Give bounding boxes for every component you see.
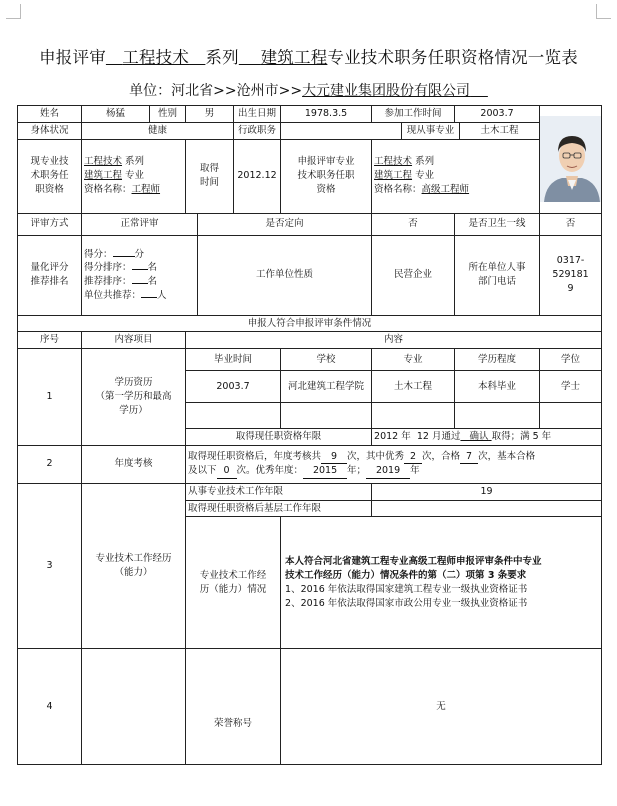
score-row	[18, 235, 602, 315]
hr-phone-value: 0317-529181 9	[540, 235, 602, 315]
honors-label: 荣誉称号	[186, 649, 281, 765]
review-method-value: 正常评审	[82, 213, 198, 235]
current-title-label: 现专业技 术职务任 职资格	[18, 139, 82, 213]
unit-city: 沧州市	[236, 83, 279, 99]
targeted-value: 否	[372, 213, 455, 235]
unit-nature-value: 民营企业	[372, 235, 455, 315]
score-details: 得分： 分 得分排序： 名 推荐排序： 名 单位共推荐： 人	[82, 235, 198, 315]
score-label: 量化评分 推荐排名	[18, 235, 82, 315]
apply-specialty: 建筑工程	[374, 170, 413, 182]
current-qual-name: 工程师	[131, 183, 161, 195]
unit-company: 大元建业集团股份有限公司	[302, 83, 471, 99]
current-major-value: 土木工程	[460, 122, 540, 139]
grassroots-label: 取得现任职资格后基层工作年限	[186, 500, 372, 517]
current-major-label: 现从事专业	[402, 122, 460, 139]
targeted-label: 是否定向	[198, 213, 372, 235]
obtain-time-label: 取得 时间	[186, 139, 234, 213]
health-value: 健康	[82, 122, 234, 139]
edu-school: 河北建筑工程学院	[281, 371, 372, 403]
edu-col-major: 专业	[372, 349, 455, 371]
assessment-row	[18, 445, 602, 483]
edu-empty-cell	[281, 403, 372, 429]
title-row	[18, 139, 602, 213]
evidence-item: 1、2016 年依法取得国家建筑工程专业一级执业资格证书	[285, 583, 528, 595]
review-row	[18, 213, 602, 235]
basic-row-1	[18, 106, 602, 123]
edu-empty-cell	[540, 403, 602, 429]
conditions-section-title: 申报人符合申报评审条件情况	[18, 315, 602, 332]
edu-col-school: 学校	[281, 349, 372, 371]
honors-value: 无	[281, 649, 602, 765]
applicant-photo-image	[540, 116, 602, 202]
review-method-label: 评审方式	[18, 213, 82, 235]
current-series: 工程技术	[84, 156, 123, 168]
experience-years-value: 19	[372, 483, 602, 500]
experience-statement: 本人符合河北省建筑工程专业高级工程师申报评审条件中专业	[285, 556, 542, 568]
experience-years-label: 从事专业技术工作年限	[186, 483, 372, 500]
honors-item-empty	[82, 649, 186, 765]
experience-no: 3	[18, 483, 82, 649]
edu-major: 土木工程	[372, 371, 455, 403]
assessment-content: 取得现任职资格后，年度考核共 9 次，其中优秀 2 次，合格 7 次，基本合格 及以下 0 次。优秀年度： 2015 年； 2019 年	[186, 445, 602, 483]
edu-no: 1	[18, 349, 82, 446]
health-label: 身体状况	[18, 122, 82, 139]
title-series-suffix: 系列	[205, 48, 239, 67]
title-prefix: 申报评审	[39, 48, 106, 67]
col-content-header: 内容	[186, 332, 602, 349]
edu-graduation: 2003.7	[186, 371, 281, 403]
obtain-time-value: 2012.12	[234, 139, 281, 213]
page-title	[0, 44, 617, 68]
apply-title-label: 申报评审专业 技术职务任职 资格	[281, 139, 372, 213]
gender-value: 男	[186, 106, 234, 123]
assessment-no: 2	[18, 445, 82, 483]
col-no-header: 序号	[18, 332, 82, 349]
edu-empty-cell	[372, 403, 455, 429]
frontline-label: 是否卫生一线	[455, 213, 540, 235]
hr-phone-label: 所在单位人事 部门电话	[455, 235, 540, 315]
birth-value: 1978.3.5	[281, 106, 372, 123]
apply-series: 工程技术	[374, 156, 413, 168]
honors-no: 4	[18, 649, 82, 765]
unit-province: 河北省	[171, 83, 214, 99]
unit-label: 单位：	[129, 83, 172, 99]
basic-row-2	[18, 122, 602, 139]
edu-col-level: 学历程度	[455, 349, 540, 371]
edu-header-row	[18, 349, 602, 371]
apply-qual-name: 高级工程师	[421, 183, 470, 195]
qualification-table	[17, 105, 602, 765]
title-series: 工程技术	[122, 48, 190, 67]
admin-post-value	[281, 122, 402, 139]
gender-label: 性别	[150, 106, 186, 123]
apply-title-value: 工程技术 系列 建筑工程 专业 资格名称：高级工程师	[372, 139, 540, 213]
title-specialty: 建筑工程	[260, 48, 328, 67]
title-suffix: 专业技术职务任职资格情况一览表	[327, 48, 578, 67]
conditions-title-row	[18, 315, 602, 332]
edu-col-graduation: 毕业时间	[186, 349, 281, 371]
applicant-photo	[540, 106, 602, 214]
frontline-value: 否	[540, 213, 602, 235]
tenure-label: 取得现任职资格年限	[186, 429, 372, 446]
grassroots-value	[372, 500, 602, 517]
experience-detail-label: 专业技术工作经 历（能力）情况	[186, 517, 281, 649]
edu-item: 学历资历 （第一学历和最高 学历）	[82, 349, 186, 446]
edu-degree: 学士	[540, 371, 602, 403]
assessment-item: 年度考核	[82, 445, 186, 483]
evidence-item: 2、2016 年依法取得国家市政公用专业一级执业资格证书	[285, 597, 528, 609]
experience-detail-content: 本人符合河北省建筑工程专业高级工程师申报评审条件中专业 技术工作经历（能力）情况条件的第（二）项第 3 条要求 1、2016 年依法取得国家建筑工程专业一级执业资格证书 2、2016 年依法取得国家市政公用专业一级执业资格证书	[281, 517, 602, 649]
experience-item: 专业技术工作经历 （能力）	[82, 483, 186, 649]
experience-years-row	[18, 483, 602, 500]
page-corner-mark-left	[6, 4, 21, 19]
name-value: 杨猛	[82, 106, 150, 123]
edu-empty-cell	[186, 403, 281, 429]
name-label: 姓名	[18, 106, 82, 123]
unit-line: 单位：河北省>>沧州市>>大元建业集团股份有限公司	[0, 80, 617, 100]
col-item-header: 内容项目	[82, 332, 186, 349]
current-specialty: 建筑工程	[84, 170, 123, 182]
work-start-label: 参加工作时间	[372, 106, 455, 123]
edu-level: 本科毕业	[455, 371, 540, 403]
work-start-value: 2003.7	[455, 106, 540, 123]
honors-row	[18, 649, 602, 765]
edu-col-degree: 学位	[540, 349, 602, 371]
edu-empty-cell	[455, 403, 540, 429]
tenure-value: 2012 年 12 月通过 确认 取得；满 5 年	[372, 429, 602, 446]
current-title-value: 工程技术 系列 建筑工程 专业 资格名称：工程师	[82, 139, 186, 213]
conditions-header-row	[18, 332, 602, 349]
page-corner-mark-right	[596, 4, 611, 19]
unit-nature-label: 工作单位性质	[198, 235, 372, 315]
birth-label: 出生日期	[234, 106, 281, 123]
admin-post-label: 行政职务	[234, 122, 281, 139]
